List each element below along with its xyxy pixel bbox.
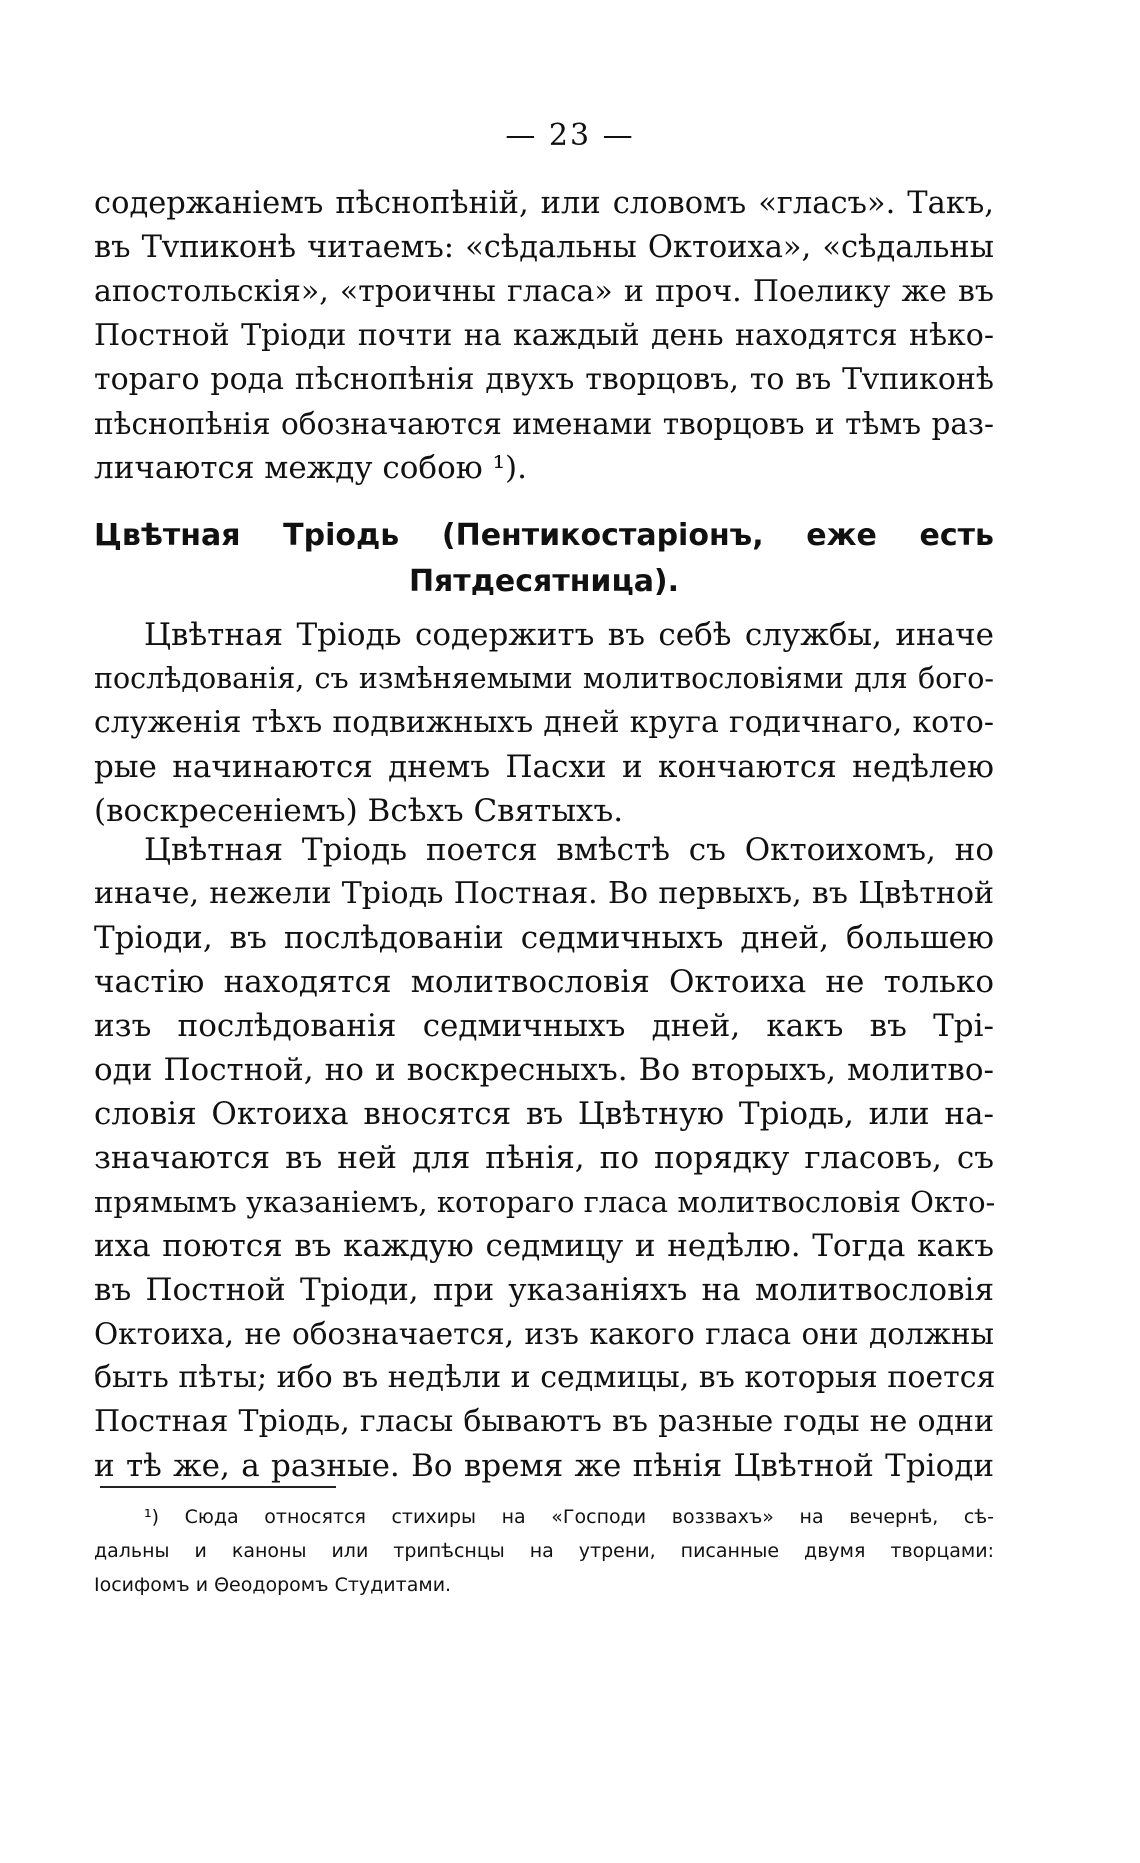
text-line: содержаніемъ пѣснопѣній, или словомъ «гласъ». Такъ,	[94, 186, 994, 221]
paragraph-2	[94, 613, 994, 833]
text-line: быть пѣты; ибо въ недѣли и седмицы, въ которыя поется	[94, 1360, 996, 1395]
footnote-divider	[100, 1486, 336, 1488]
text-line: личаются между собою ¹).	[94, 450, 527, 486]
text-line: иха поются въ каждую седмицу и недѣлю. Тогда какъ	[94, 1228, 994, 1264]
footnote	[94, 1500, 994, 1602]
text-line: апостольскія», «троичны гласа» и проч. Поелику же въ	[94, 274, 994, 309]
text-line: частію находятся молитвословія Октоиха не только	[94, 964, 994, 1000]
text-line: рые начинаются днемъ Пасхи и кончаются недѣлею	[94, 749, 994, 785]
text-line: оди Постной, но и воскресныхъ. Во вторыхъ, молитво-	[94, 1052, 994, 1088]
text-line: значаются въ ней для пѣнія, по порядку гласовъ, съ	[94, 1140, 994, 1176]
text-line: Постной Тріоди почти на каждый день находятся нѣко-	[94, 318, 994, 353]
text-line: Цвѣтная Тріодь поется вмѣстѣ съ Октоихомъ, но	[144, 832, 994, 868]
text-line: служенія тѣхъ подвижныхъ дней круга годичнаго, кото-	[94, 705, 994, 740]
text-line: послѣдованія, съ измѣняемыми молитвословіями для бого-	[94, 662, 994, 695]
text-line: Постная Тріодь, гласы бываютъ въ разные годы не одни	[94, 1404, 994, 1439]
text-line: (воскресеніемъ) Всѣхъ Святыхъ.	[94, 793, 624, 829]
text-line: Тріоди, въ послѣдованіи седмичныхъ дней, большею	[94, 920, 994, 956]
text-line: въ Тvпиконѣ читаемъ: «сѣдальны Октоиха», «сѣдальны	[94, 230, 994, 265]
text-line: въ Постной Тріоди, при указаніяхъ на молитвословія	[94, 1272, 994, 1308]
section-heading	[94, 513, 994, 605]
footnote-line: Іосифомъ и Θеодоромъ Студитами.	[94, 1574, 452, 1596]
paragraph-1	[94, 182, 994, 490]
paragraph-3	[94, 828, 994, 1488]
text-line: изъ послѣдованія седмичныхъ дней, какъ въ Трі-	[94, 1008, 994, 1044]
footnote-line: дальны и каноны или трипѣснцы на утрени, писанные двумя творцами:	[94, 1540, 994, 1562]
text-line: Октоиха, не обозначается, изъ какого гласа они должны	[94, 1317, 994, 1351]
text-line: словія Октоиха вносятся въ Цвѣтную Тріодь, или на-	[94, 1096, 994, 1132]
text-line: иначе, нежели Тріодь Постная. Во первыхъ, въ Цвѣтной	[94, 876, 994, 911]
text-line: прямымъ указаніемъ, котораго гласа молитвословія Окто-	[94, 1185, 996, 1219]
text-line: Цвѣтная Тріодь содержитъ въ себѣ службы, иначе	[144, 617, 994, 653]
footnote-line: ¹) Сюда относятся стихиры на «Господи воззвахъ» на вечернѣ, сѣ-	[144, 1506, 994, 1528]
text-line: и тѣ же, а разные. Во время же пѣнія Цвѣтной Тріоди	[94, 1448, 994, 1484]
text-line: пѣснопѣнія обозначаются именами творцовъ и тѣмъ раз-	[94, 407, 994, 441]
text-line: тораго рода пѣснопѣнія двухъ творцовъ, то въ Тvпиконѣ	[94, 362, 994, 397]
heading-line: Пятдесятница).	[408, 564, 680, 599]
page-number: — 23 —	[505, 118, 635, 153]
heading-line: Цвѣтная Тріодь (Пентикостаріонъ, еже есть	[94, 518, 994, 553]
